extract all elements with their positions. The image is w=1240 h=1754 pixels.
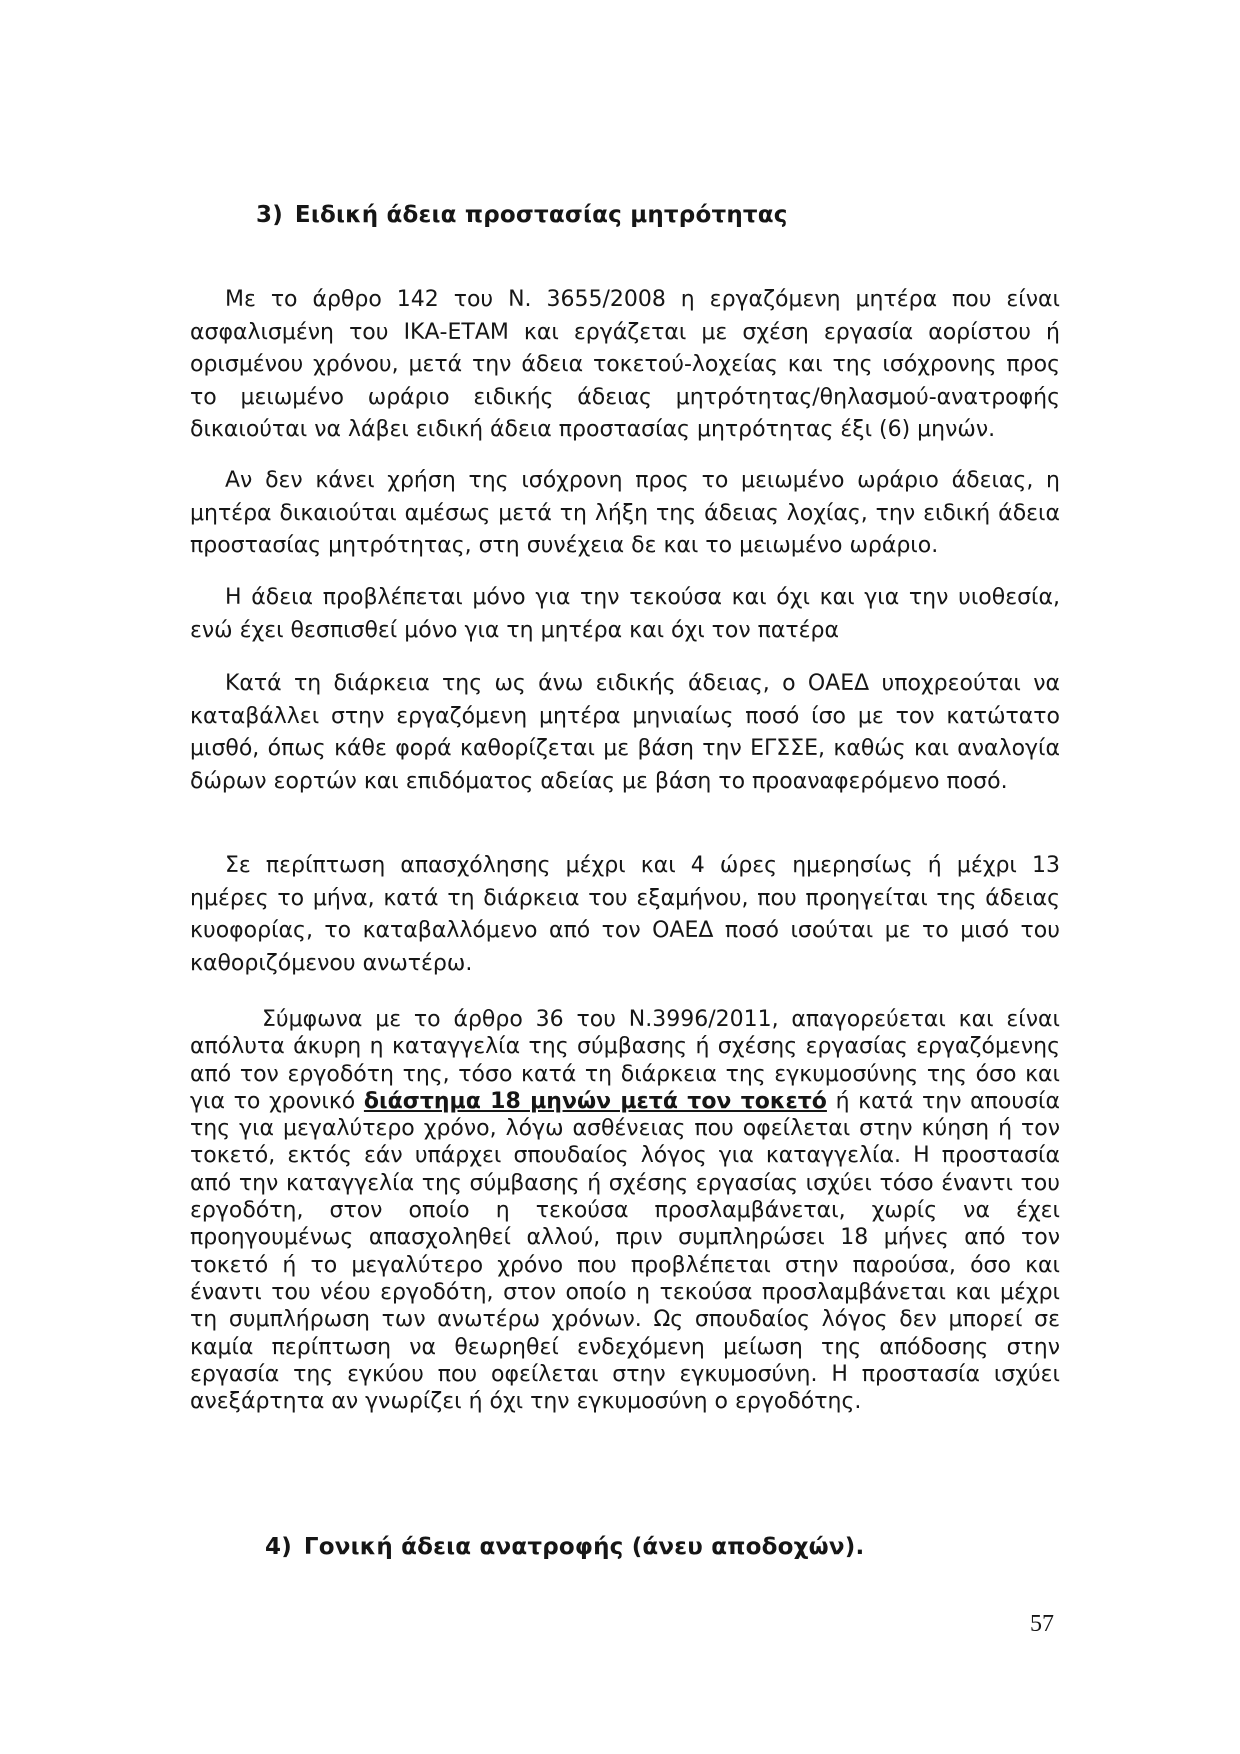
paragraph-dismissal-protection [190,1006,1060,1415]
paragraph-reduced-hours: Αν δεν κάνει χρήση της ισόχρονη προς το μειωμένο ωράριο άδειας, η μητέρα δικαιούται αμέσως μετά τη λήξη της άδειας λοχίας, την ειδική άδεια προστασίας μητρότητας, στη συνέχεια δε και το μειωμένο ωράριο. [190,468,1060,558]
section-4-heading [265,1534,864,1560]
law-text-after: ή κατά την απουσία της για μεγαλύτερο χρόνο, λόγω ασθένειας που οφείλεται στην κύηση ή τον τοκετό, εκτός εάν υπάρχει σπουδαίος λόγος για καταγγελία. Η προστασία από την καταγγελία της σύμβασης ή σχέσης εργασίας ισχύει τόσο έναντι του εργοδότη, στον οποίο η τεκούσα προσλαμβάνεται, χωρίς να έχει προηγουμένως απασχοληθεί αλλού, πριν συμπληρώσει 18 μήνες από τον τοκετό ή το μεγαλύτερο χρόνο που προβλέπεται στην παρούσα, όσο και έναντι του νέου εργοδότη, στον οποίο η τεκούσα προσλαμβάνεται και μέχρι τη συμπλήρωση των ανωτέρω χρόνων. Ως σπουδαίος λόγος δεν μπορεί σε καμία περίπτωση να θεωρηθεί ενδεχόμενη μείωση της απόδοσης στην εργασία της εγκύου που οφείλεται στην εγκυμοσύνη. Η προστασία ισχύει ανεξάρτητα αν γνωρίζει ή όχι την εγκυμοσύνη ο εργοδότης. [190,1088,1060,1415]
law-text-before: Σύμφωνα με το άρθρο 36 του Ν.3996/2011, απαγορεύεται και είναι απόλυτα άκυρη η καταγγελία της σύμβασης ή σχέσης εργασίας εργαζόμενης από τον εργοδότη της, τόσο κατά τη διάρκεια της εγκυμοσύνης της όσο και για το χρονικό [190,1007,1060,1114]
section-title: Ειδική άδεια προστασίας μητρότητας [294,202,788,228]
page-number: 57 [1030,1611,1054,1637]
law-text-emphasis: διάστημα 18 μηνών μετά τον τοκετό [363,1088,827,1114]
section-number: 3) [256,202,283,228]
paragraph-article-142: Με το άρθρο 142 του Ν. 3655/2008 η εργαζόμενη μητέρα που είναι ασφαλισμένη του ΙΚΑ-ΕΤΑΜ και εργάζεται με σχέση εργασία αορίστου ή ορισμένου χρόνου, μετά την άδεια τοκετού-λοχείας και της ισόχρονης προς το μειωμένο ωράριο ειδικής άδειας μητρότητας/θηλασμού-ανατροφής δικαιούται να λάβει ειδική άδεια προστασίας μητρότητας έξι (6) μηνών. [190,287,1060,442]
paragraph-oaed-payment: Κατά τη διάρκεια της ως άνω ειδικής άδειας, ο ΟΑΕΔ υποχρεούται να καταβάλλει στην εργαζόμενη μητέρα μηνιαίως ποσό ίσο με τον κατώτατο μισθό, όπως κάθε φορά καθορίζεται με βάση την ΕΓΣΣΕ, καθώς και αναλογία δώρων εορτών και επιδόματος αδείας με βάση το προαναφερόμενο ποσό. [190,671,1060,794]
section-number: 4) [265,1534,292,1560]
paragraph-part-time-case: Σε περίπτωση απασχόλησης μέχρι και 4 ώρες ημερησίως ή μέχρι 13 ημέρες το μήνα, κατά τη διάρκεια του εξαμήνου, που προηγείται της άδειας κυοφορίας, το καταβαλλόμενο από τον ΟΑΕΔ ποσό ισούται με το μισό του καθοριζόμενου ανωτέρω. [190,853,1060,976]
paragraph-scope: Η άδεια προβλέπεται μόνο για την τεκούσα και όχι και για την υιοθεσία, ενώ έχει θεσπισθεί μόνο για τη μητέρα και όχι τον πατέρα [190,585,1060,643]
section-3-heading [256,202,788,228]
section-title: Γονική άδεια ανατροφής (άνευ αποδοχών). [303,1534,865,1560]
